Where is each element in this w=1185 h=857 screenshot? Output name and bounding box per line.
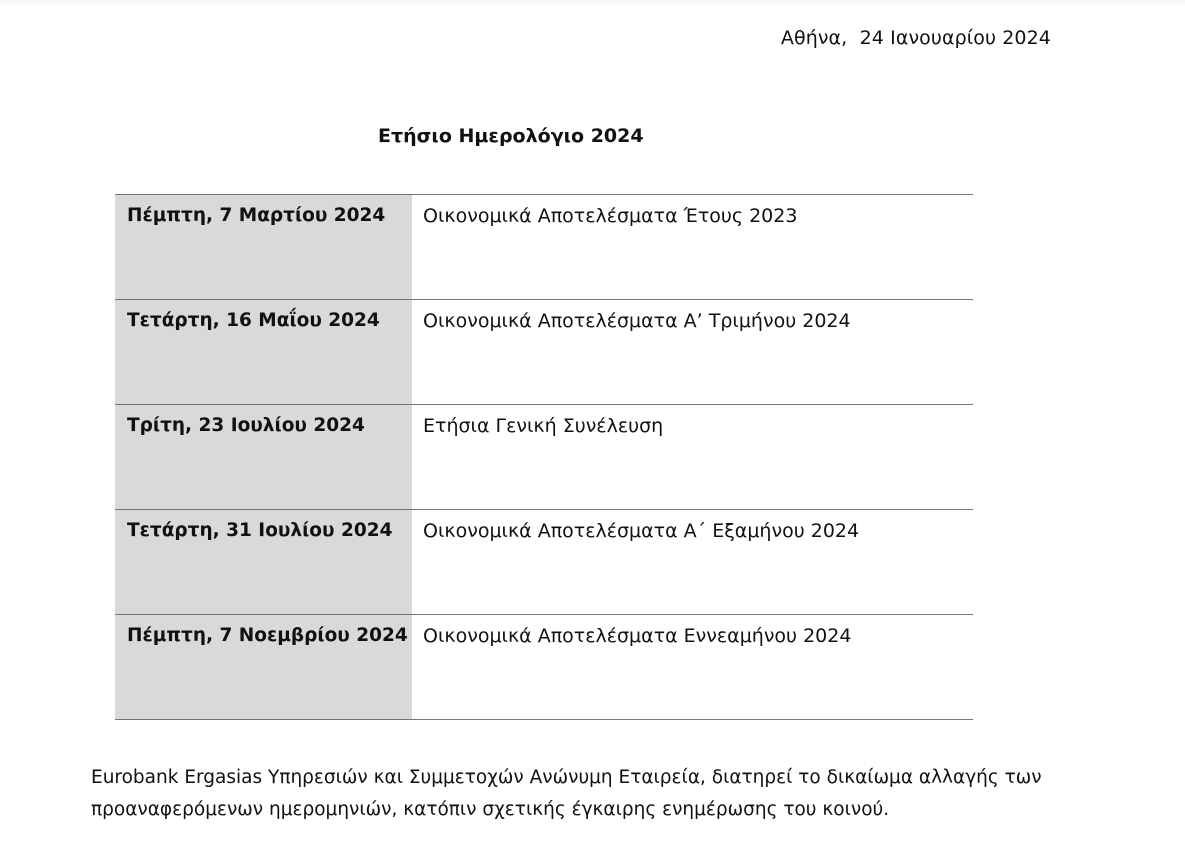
document-date: Αθήνα, 24 Ιανουαρίου 2024 — [780, 27, 1051, 49]
page-title: Ετήσιο Ημερολόγιο 2024 — [378, 125, 644, 147]
event-text: Οικονομικά Αποτελέσματα Εννεαμήνου 2024 — [423, 625, 852, 647]
date-text: Πέμπτη, 7 Μαρτίου 2024 — [127, 205, 386, 226]
disclaimer-line-1: Eurobank Ergasias Υπηρεσιών και Συμμετοχών Ανώνυμη Εταιρεία, διατηρεί το δικαίωμα αλλαγής των — [91, 767, 1042, 788]
table-row — [115, 405, 973, 510]
date-cell — [115, 300, 412, 405]
table-row — [115, 615, 973, 720]
event-text: Οικονομικά Αποτελέσματα Έτους 2023 — [423, 205, 798, 227]
table-row — [115, 195, 973, 300]
date-text: Πέμπτη, 7 Νοεμβρίου 2024 — [127, 625, 408, 646]
disclaimer-line-2: προαναφερόμενων ημερομηνιών, κατόπιν σχετικής έγκαιρης ενημέρωσης του κοινού. — [91, 799, 890, 820]
event-cell — [412, 510, 973, 615]
event-cell — [412, 195, 973, 300]
date-cell — [115, 510, 412, 615]
table-row — [115, 510, 973, 615]
date-text: Τετάρτη, 16 Μαΐου 2024 — [127, 310, 380, 331]
date-text: Τετάρτη, 31 Ιουλίου 2024 — [127, 520, 393, 541]
event-cell — [412, 615, 973, 720]
date-cell — [115, 195, 412, 300]
event-text: Οικονομικά Αποτελέσματα Α’ Τριμήνου 2024 — [423, 310, 851, 332]
table-row — [115, 300, 973, 405]
disclaimer-paragraph — [91, 762, 1071, 826]
event-cell — [412, 405, 973, 510]
date-cell — [115, 405, 412, 510]
date-cell — [115, 615, 412, 720]
event-text: Οικονομικά Αποτελέσματα Α΄ Εξαμήνου 2024 — [423, 520, 860, 542]
event-text: Ετήσια Γενική Συνέλευση — [423, 415, 664, 437]
date-text: Τρίτη, 23 Ιουλίου 2024 — [127, 415, 365, 436]
page-top-edge — [0, 0, 1185, 6]
financial-calendar-table — [115, 194, 973, 720]
event-cell — [412, 300, 973, 405]
